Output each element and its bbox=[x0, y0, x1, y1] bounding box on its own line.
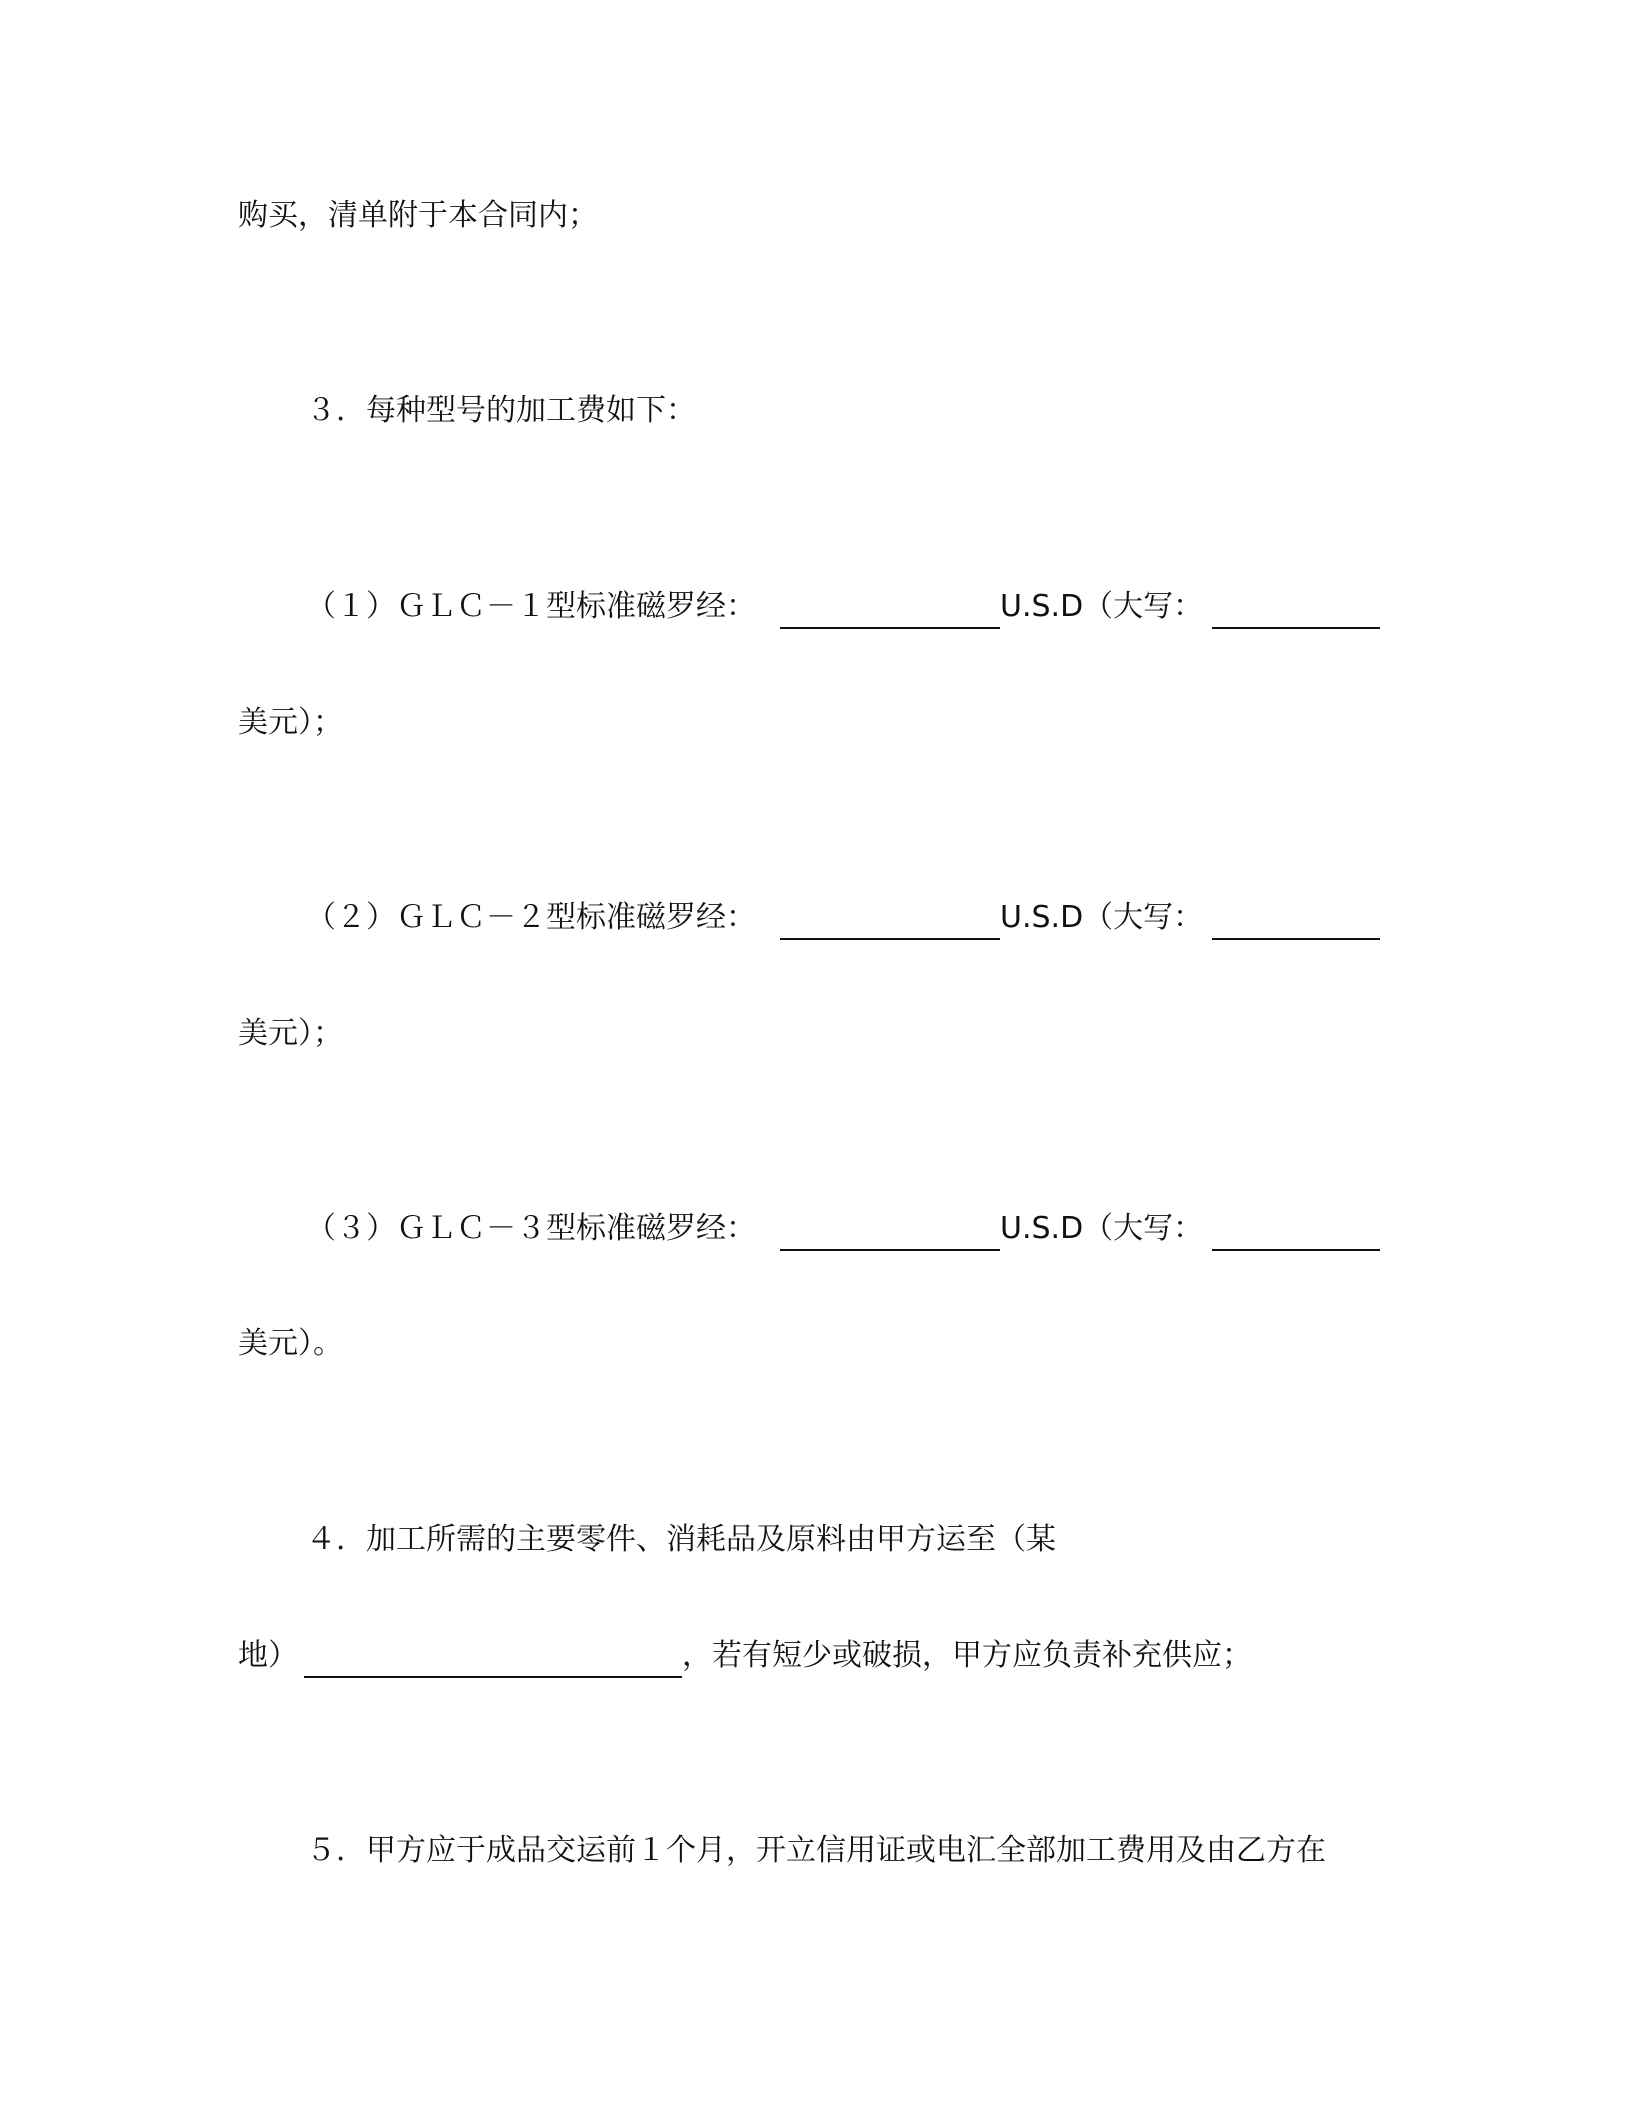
fee-item-3-currency bbox=[1000, 1209, 1203, 1249]
fee-item-1-amount-blank[interactable] bbox=[780, 593, 1000, 629]
location-line-end-text: ，若有短少或破损，甲方应负责补充供应； bbox=[682, 1638, 1252, 1673]
fee-item-3 bbox=[306, 1209, 756, 1249]
fee-item-2-currency-label: U.S.D（大写： bbox=[1000, 900, 1204, 935]
fee-item-3-currency-label: U.S.D（大写： bbox=[1000, 1211, 1204, 1246]
fee-item-1-label: （１）ＧＬＣ－１型标准磁罗经： bbox=[306, 589, 756, 624]
fee-item-3-words-blank[interactable] bbox=[1212, 1215, 1380, 1251]
fee-item-3-label: （３）ＧＬＣ－３型标准磁罗经： bbox=[306, 1211, 756, 1246]
location-line-end bbox=[682, 1636, 1252, 1676]
location-label: 地） bbox=[238, 1638, 298, 1673]
clause-4-text: ４．加工所需的主要零件、消耗品及原料由甲方运至（某 bbox=[306, 1522, 1056, 1557]
location-blank[interactable] bbox=[304, 1642, 682, 1678]
clause-5-text: ５．甲方应于成品交运前１个月，开立信用证或电汇全部加工费用及由乙方在 bbox=[306, 1833, 1326, 1868]
fee-item-3-amount-blank[interactable] bbox=[780, 1215, 1000, 1251]
fee-item-2-label: （２）ＧＬＣ－２型标准磁罗经： bbox=[306, 900, 756, 935]
location-line-start bbox=[238, 1636, 298, 1676]
fee-item-2-amount-blank[interactable] bbox=[780, 904, 1000, 940]
fee-item-1 bbox=[306, 587, 756, 627]
text-line-usd-3: 美元）。 bbox=[238, 1326, 343, 1361]
text-line-usd-2: 美元）； bbox=[238, 1016, 343, 1051]
text-line-usd-1: 美元）； bbox=[238, 705, 343, 740]
fee-item-2 bbox=[306, 898, 756, 938]
fee-item-1-currency-label: U.S.D（大写： bbox=[1000, 589, 1204, 624]
fee-item-1-words-blank[interactable] bbox=[1212, 593, 1380, 629]
clause-3-heading: ３．每种型号的加工费如下： bbox=[306, 393, 696, 428]
text-line-1: 购买，清单附于本合同内； bbox=[238, 198, 598, 233]
fee-item-2-currency bbox=[1000, 898, 1203, 938]
fee-item-2-words-blank[interactable] bbox=[1212, 904, 1380, 940]
fee-item-1-currency bbox=[1000, 587, 1203, 627]
